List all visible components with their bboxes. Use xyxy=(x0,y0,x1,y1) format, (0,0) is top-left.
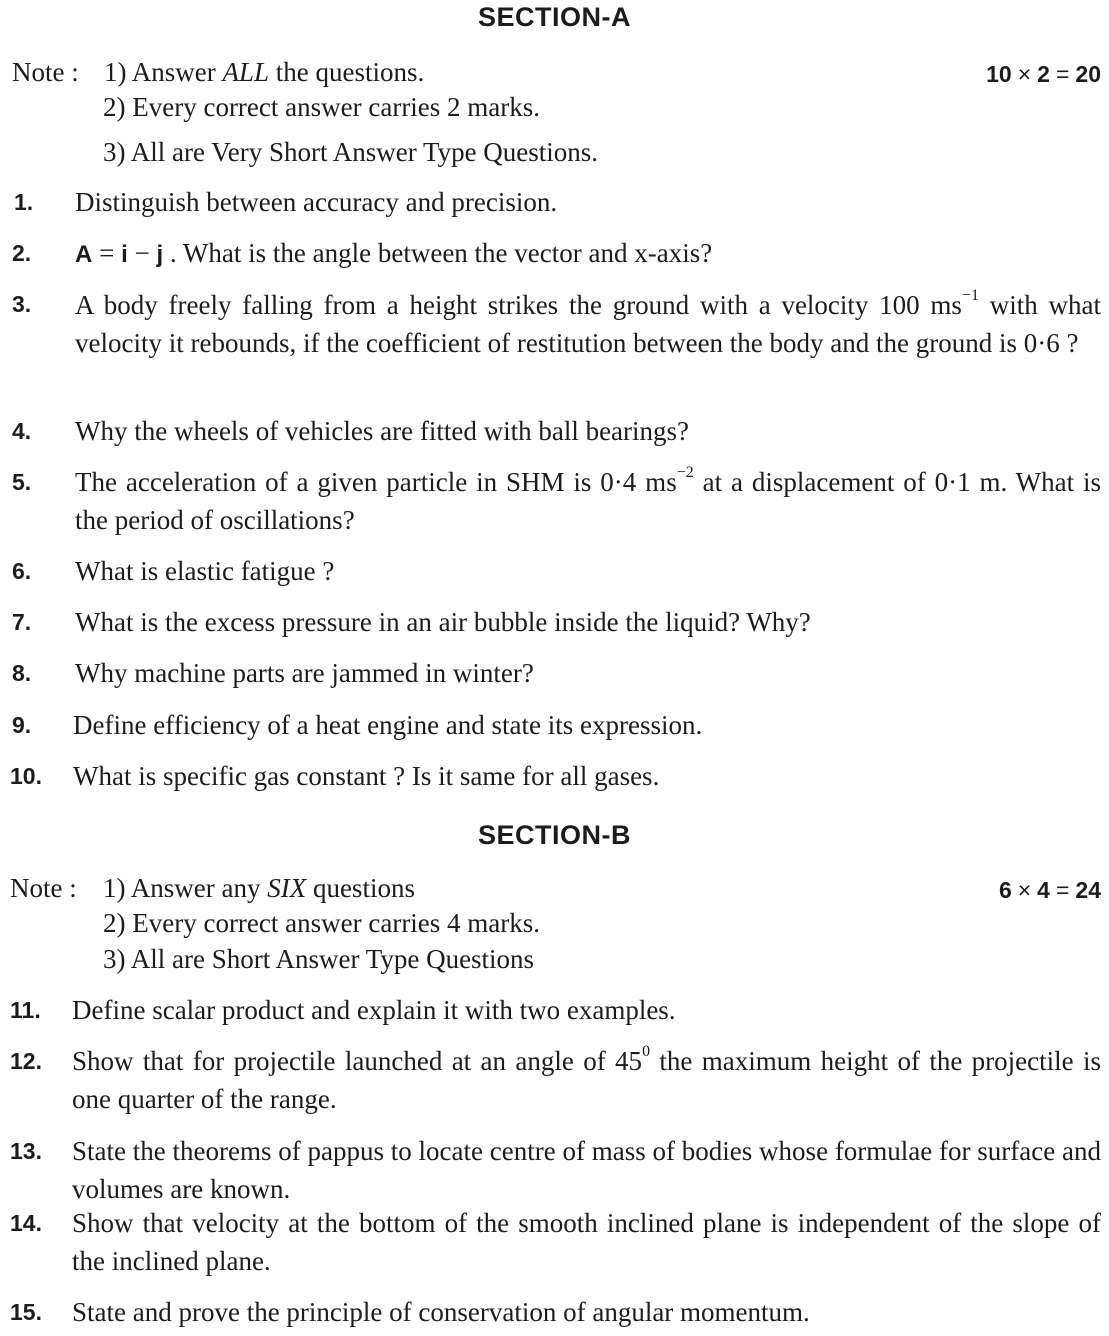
question-text xyxy=(75,234,1101,274)
question-text: Why the wheels of vehicles are fitted with ball bearings? xyxy=(75,416,690,446)
marks-total: 24 xyxy=(1075,877,1101,903)
section-b-note-1 xyxy=(103,872,415,904)
question-number: 5. xyxy=(12,469,32,495)
question-number: 7. xyxy=(12,609,32,635)
section-b-note-3: 3) All are Short Answer Type Questions xyxy=(103,944,535,974)
question-text: Define efficiency of a heat engine and state its expression. xyxy=(73,710,703,740)
section-b-note-label: Note : xyxy=(10,873,77,903)
question-text xyxy=(75,463,1101,539)
vector-a: A xyxy=(75,241,93,268)
section-b-marks xyxy=(999,874,1101,906)
section-a-note-1 xyxy=(104,56,424,88)
question-number: 11. xyxy=(10,997,41,1023)
question-number: 15. xyxy=(10,1299,42,1325)
superscript: −2 xyxy=(676,464,694,481)
minus-sign: − xyxy=(127,238,157,268)
question-text-part: the maximum height of the projectile is one quarter of the range. xyxy=(72,1046,1101,1114)
marks-each: 4 xyxy=(1037,877,1050,903)
question-number: 13. xyxy=(10,1138,42,1164)
question-text: What is specific gas constant ? Is it same for all gases. xyxy=(73,761,660,791)
section-a-title: SECTION-A xyxy=(478,2,631,32)
note-text: 1) Answer any xyxy=(103,873,268,903)
question-number: 9. xyxy=(12,712,32,738)
section-a-marks xyxy=(986,58,1101,90)
question-text-part: The acceleration of a given particle in SHM is 0·4 ms xyxy=(75,467,677,497)
question-text: State the theorems of pappus to locate centre of mass of bodies whose formulae for surface and volumes are known. xyxy=(72,1136,1101,1204)
unit-vector-j: j xyxy=(156,241,164,268)
marks-times: × xyxy=(1017,877,1032,903)
question-number: 3. xyxy=(12,291,32,317)
question-number: 12. xyxy=(10,1048,42,1074)
question-text: Why machine parts are jammed in winter? xyxy=(75,658,534,688)
note-text: the questions. xyxy=(269,57,425,87)
question-text: What is the excess pressure in an air bubble inside the liquid? Why? xyxy=(75,607,811,637)
section-a-note-3: 3) All are Very Short Answer Type Questions. xyxy=(103,137,599,167)
question-text-rest: . What is the angle between the vector and x-axis? xyxy=(163,238,713,268)
marks-total: 20 xyxy=(1075,61,1101,87)
section-b-title: SECTION-B xyxy=(478,820,631,850)
note-emphasis: SIX xyxy=(267,873,307,903)
question-number: 1. xyxy=(14,189,34,215)
question-number: 10. xyxy=(10,763,42,789)
question-number: 8. xyxy=(12,660,32,686)
superscript: −1 xyxy=(961,287,979,304)
superscript: 0 xyxy=(642,1043,651,1060)
question-text: Show that velocity at the bottom of the smooth inclined plane is independent of the slope of the inclined plane. xyxy=(72,1208,1101,1276)
section-a-note-label: Note : xyxy=(12,57,79,87)
section-b-note-2: 2) Every correct answer carries 4 marks. xyxy=(103,908,541,938)
question-text-part: Show that for projectile launched at an angle of 45 xyxy=(72,1046,643,1076)
note-emphasis: ALL xyxy=(222,57,270,87)
marks-each: 2 xyxy=(1037,61,1050,87)
question-text: Distinguish between accuracy and precision. xyxy=(75,187,558,217)
section-a-note-2: 2) Every correct answer carries 2 marks. xyxy=(103,92,541,122)
marks-times: × xyxy=(1017,61,1032,87)
question-text: State and prove the principle of conservation of angular momentum. xyxy=(72,1297,810,1327)
question-number: 14. xyxy=(10,1210,42,1236)
question-number: 4. xyxy=(12,418,32,444)
question-text: Define scalar product and explain it with two examples. xyxy=(72,995,676,1025)
question-text: What is elastic fatigue ? xyxy=(75,556,335,586)
question-number: 6. xyxy=(12,558,32,584)
question-number: 2. xyxy=(12,240,32,266)
marks-count: 6 xyxy=(998,877,1012,903)
unit-vector-i: i xyxy=(121,241,128,268)
note-text: 1) Answer xyxy=(104,57,223,87)
question-text xyxy=(75,286,1101,362)
marks-equals: = xyxy=(1055,877,1070,903)
note-text: questions xyxy=(306,873,415,903)
marks-equals: = xyxy=(1055,61,1070,87)
question-text-part: A body freely falling from a height strikes the ground with a velocity 100 ms xyxy=(75,290,962,320)
equals-sign: = xyxy=(92,238,122,268)
question-text-part: with what velocity it rebounds, if the coefficient of restitution between the body and the ground is 0·6 ? xyxy=(75,290,1101,358)
question-text-part: at a displacement of 0·1 m. What is the period of oscillations? xyxy=(75,467,1101,535)
marks-count: 10 xyxy=(986,61,1012,87)
question-text xyxy=(72,1042,1101,1118)
